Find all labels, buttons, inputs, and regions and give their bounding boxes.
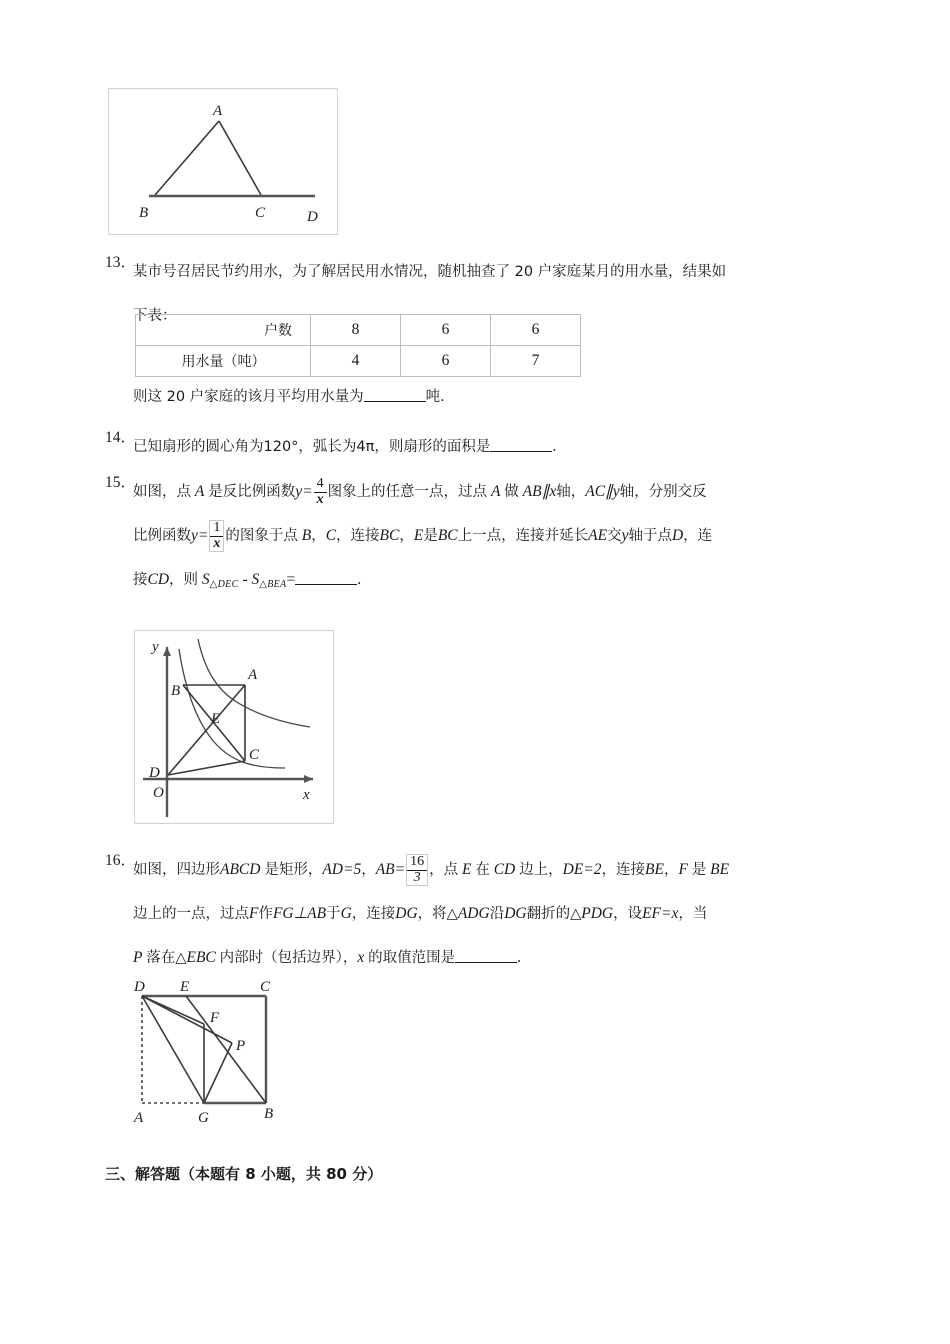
q16-var-g: G	[340, 905, 352, 922]
point-label-f: F	[210, 1010, 220, 1026]
q15-seg3: 图象上的任意一点，过点	[327, 484, 488, 500]
point-label-d: D	[149, 765, 160, 781]
question-13-closing	[133, 385, 833, 406]
question-15-line-3	[133, 558, 850, 607]
q16-var-p: P	[133, 949, 143, 966]
q16-seg10: 边上的一点，过点	[133, 906, 249, 922]
triangle-label-b: B	[139, 205, 149, 221]
q15-seg15: ，连	[683, 528, 713, 544]
q15-var-bc: BC	[379, 527, 400, 544]
q15-seg16: 接	[133, 572, 148, 588]
figure-triangle-abc	[108, 88, 338, 235]
q16-var-be2: BE	[710, 861, 730, 878]
q15-seg4: 做	[504, 484, 519, 500]
q15-seg7: 比例函数	[133, 528, 191, 544]
question-16-number: 16．	[105, 852, 137, 869]
q16-var-dg: DG	[395, 905, 418, 922]
question-16	[105, 848, 850, 980]
table-cell-usage-2: 6	[401, 346, 491, 377]
triangle-label-a: A	[213, 103, 223, 119]
q16-var-de: DE=2	[562, 861, 602, 878]
q15-seg6: 轴，分别交反	[619, 484, 707, 500]
fraction-numerator: 1	[213, 519, 221, 535]
question-16-line-2	[133, 892, 850, 936]
question-13-number: 13．	[105, 254, 137, 271]
q15-var-ac: AC∥y	[585, 483, 620, 500]
q15-var-bc2: BC	[437, 527, 458, 544]
fraction-numerator: 4	[316, 475, 324, 491]
axis-label-y: y	[152, 639, 159, 655]
fraction-1-over-x	[209, 520, 224, 553]
q16-var-dg2: DG	[504, 905, 527, 922]
q15-var-ae: AE	[588, 527, 608, 544]
question-13-line-2: 下表：	[133, 308, 177, 324]
q16-seg1: 如图，四边形	[133, 862, 220, 878]
origin-label-o: O	[153, 785, 164, 801]
q15-minus: -	[242, 571, 248, 588]
q16-var-pdg: PDG	[581, 905, 614, 922]
rectangle-fold-svg	[124, 978, 302, 1126]
q16-var-adg: ADG	[457, 905, 490, 922]
point-label-e: E	[180, 979, 190, 995]
point-label-b: B	[264, 1106, 274, 1122]
table-cell-label-usage: 用水量（吨）	[136, 346, 311, 377]
q16-seg16: 翻折的△	[526, 906, 582, 922]
q16-seg15: 沿	[489, 906, 505, 922]
q15-area-s1-sub: △DEC	[209, 578, 239, 590]
q16-seg3: ，	[361, 862, 376, 878]
q15-seg2: 是反比例函数	[208, 484, 296, 500]
answer-blank-16[interactable]	[455, 948, 517, 963]
q16-seg8: ，	[663, 862, 679, 878]
q16-var-fg: FG⊥AB	[272, 905, 327, 922]
q15-seg17: ，则	[169, 572, 199, 588]
q16-seg20: 内部时（包括边界），	[219, 950, 358, 966]
q15-seg1: 如图，点	[133, 484, 191, 500]
question-14-period: .	[552, 438, 557, 455]
question-13-closing-pre: 则这 20 户家庭的该月平均用水量为	[133, 389, 364, 405]
table-cell-usage-3: 7	[491, 346, 581, 377]
q16-seg5: 在	[475, 862, 490, 878]
q16-seg6: 边上，	[519, 862, 563, 878]
question-13-line-1: 某市号召居民节约用水，为了解居民用水情况，随机抽查了 20 户家庭某月的用水量，结果如	[133, 264, 727, 280]
question-16-line-3	[133, 936, 850, 980]
q15-area-s1: S	[201, 571, 210, 588]
q16-period: .	[517, 949, 522, 966]
q16-var-be: BE	[645, 861, 664, 878]
table-cell-households-2: 6	[401, 315, 491, 346]
water-usage-table	[135, 314, 581, 377]
question-14	[105, 425, 845, 469]
question-16-line-1	[133, 848, 850, 892]
table-cell-label-households: 户数	[136, 315, 311, 346]
question-14-text: 已知扇形的圆心角为120°，弧长为4π，则扇形的面积是	[133, 439, 491, 455]
point-label-p: P	[236, 1038, 246, 1054]
q16-seg14: ，将△	[417, 906, 458, 922]
q16-seg12: 于	[326, 906, 341, 922]
q15-var-y: y	[621, 527, 629, 544]
triangle-abc-svg	[109, 89, 337, 234]
q15-var-e: E	[413, 527, 424, 544]
q16-var-ad: AD=5	[322, 861, 362, 878]
triangle-label-c: C	[255, 205, 266, 221]
question-15-number: 15．	[105, 474, 137, 491]
answer-blank-15[interactable]	[295, 570, 357, 585]
q15-var-a: A	[194, 483, 205, 500]
q16-seg7: ，连接	[601, 862, 646, 878]
q16-var-e: E	[462, 861, 472, 878]
fraction-numerator: 16	[410, 853, 425, 869]
table-cell-usage-1: 4	[311, 346, 401, 377]
fraction-denominator: 3	[407, 870, 427, 886]
point-label-d: D	[134, 979, 145, 995]
q15-seg5: 轴，	[556, 484, 586, 500]
axis-label-x: x	[303, 787, 310, 803]
q15-area-s2-sub: △BEA	[259, 578, 287, 590]
question-15-line-1	[133, 470, 850, 514]
point-label-c: C	[249, 747, 260, 763]
q16-seg2: 是矩形，	[264, 862, 323, 878]
fraction-4-over-x	[314, 477, 327, 508]
q15-seg11: 是	[423, 528, 438, 544]
q15-seg8: 的图象于点	[225, 528, 298, 544]
q15-eq-y2: y=	[191, 527, 209, 544]
fraction-denominator: x	[210, 536, 223, 552]
q16-var-cd: CD	[493, 861, 516, 878]
q16-var-f2: F	[249, 905, 259, 922]
question-14-number: 14．	[105, 429, 137, 446]
table-cell-households-1: 8	[311, 315, 401, 346]
q16-seg4: ，点	[429, 862, 459, 878]
q16-var-ebc: EBC	[186, 949, 216, 966]
fraction-denominator: x	[314, 492, 327, 508]
q16-seg13: ，连接	[351, 906, 396, 922]
q16-seg17: ，设	[613, 906, 643, 922]
q15-var-b: B	[301, 527, 312, 544]
q15-seg12: 上一点，连接并延长	[457, 528, 589, 544]
q15-area-s2: S	[251, 571, 260, 588]
question-13-closing-post: 吨.	[425, 389, 445, 405]
point-label-a: A	[248, 667, 258, 683]
q15-var-d: D	[671, 527, 684, 544]
q16-var-x: x	[357, 949, 365, 966]
q16-var-ab: AB=	[375, 861, 406, 878]
figure-rectangle-fold	[124, 978, 304, 1128]
q15-var-c: C	[325, 527, 337, 544]
q15-seg13: 交	[607, 528, 622, 544]
q16-seg18: ，当	[678, 906, 708, 922]
table-cell-households-3: 6	[491, 315, 581, 346]
q16-var-ef: EF=x	[642, 905, 679, 922]
inverse-proportion-svg	[135, 631, 333, 823]
point-label-g: G	[198, 1110, 209, 1126]
q16-var-f: F	[678, 861, 688, 878]
point-label-a: A	[134, 1110, 144, 1126]
q15-seg10: ，	[399, 528, 414, 544]
q15-comma1: ，	[311, 528, 326, 544]
point-label-e: E	[211, 711, 221, 727]
answer-blank-14[interactable]	[490, 437, 552, 452]
answer-blank-13[interactable]	[364, 387, 426, 402]
q15-eq-y: y=	[295, 483, 313, 500]
table-row	[136, 346, 581, 377]
q16-seg21: 的取值范围是	[368, 950, 456, 966]
q15-var-ab: AB∥x	[522, 483, 557, 500]
triangle-label-d: D	[307, 209, 318, 225]
q15-period: .	[357, 571, 362, 588]
q16-var-abcd: ABCD	[220, 861, 261, 878]
q15-seg9: ，连接	[336, 528, 380, 544]
question-15	[105, 470, 850, 607]
q16-seg19: 落在△	[146, 950, 187, 966]
q15-seg14: 轴于点	[628, 528, 672, 544]
q16-seg11: 作	[258, 906, 273, 922]
q15-equals: =	[286, 571, 296, 588]
q16-seg9: 是	[691, 862, 707, 878]
fraction-16-over-3	[406, 854, 428, 887]
question-15-line-2	[133, 514, 850, 558]
point-label-b: B	[171, 683, 181, 699]
point-label-c: C	[260, 979, 271, 995]
table-row	[136, 315, 581, 346]
section-heading-part-three: 三、解答题（本题有 8 小题，共 80 分）	[105, 1165, 383, 1183]
q15-var-cd: CD	[147, 571, 170, 588]
q15-var-a2: A	[490, 483, 501, 500]
figure-inverse-proportion	[134, 630, 334, 824]
